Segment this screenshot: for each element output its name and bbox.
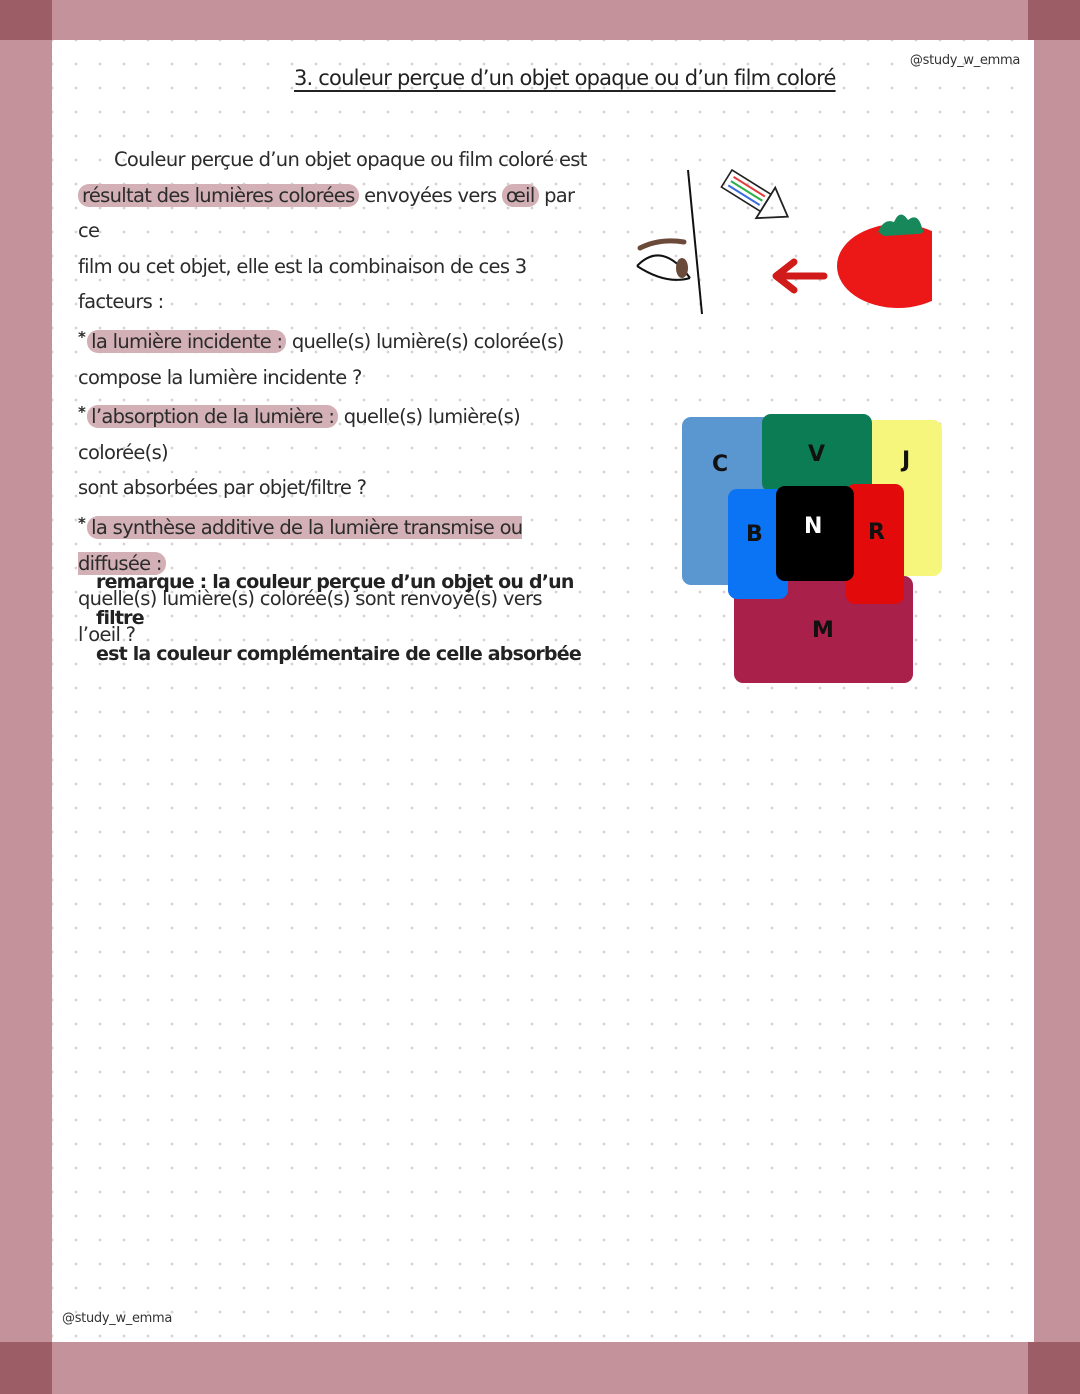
intro-line-2 [78,178,588,249]
factor-1-line-1 [78,320,588,360]
factor-2-term: l’absorption de la lumière : [87,405,338,428]
corner-bottom-right [1028,1342,1080,1394]
perception-illustration [632,150,932,330]
remark-line-1: remarque : la couleur perçue d’un objet ou d’un filtre [96,571,574,629]
left-arrow-icon [776,262,824,290]
factor-1-term: la lumière incidente : [87,330,286,353]
bullet-star: * [78,327,86,346]
intro-mid: envoyées vers [358,183,502,207]
swatch-letter-red: R [868,520,885,545]
corner-top-right [1028,0,1080,40]
factor-1-question: quelle(s) lumière(s) colorée(s) [286,329,564,353]
corner-top-left [0,0,52,40]
highlight-colored-lights: résultat des lumières colorées [78,184,359,207]
bullet-star: * [78,513,86,532]
author-handle-top: @study_w_emma [909,53,1020,68]
intro-line-1: Couleur perçue d’un objet opaque ou film coloré est [114,148,587,171]
author-handle-bottom: @study_w_emma [62,1311,173,1326]
eye-icon [637,170,702,314]
swatch-letter-black: N [804,514,823,539]
bullet-star: * [78,403,86,422]
factor-3-line-2: quelle(s) lumière(s) colorée(s) sont renvoyé(s) vers l’oeil ? [78,587,542,646]
swatch-letter-magenta: M [812,618,834,643]
factor-2-question: quelle(s) lumière(s) colorée(s) [78,405,521,464]
swatch-letter-cyan: C [712,452,729,477]
remark-box [96,564,616,672]
tomato-icon [837,214,932,308]
factor-1-line-2: compose la lumière incidente ? [78,365,362,389]
swatch-letter-blue: B [746,522,763,547]
swatch-letter-yellow: J [902,448,911,473]
intro-end: par ce [78,183,575,243]
intro-line-4: facteurs : [78,290,164,314]
light-beam-arrow-icon [717,163,797,232]
corner-bottom-left [0,1342,52,1394]
highlight-eye: œil [502,184,539,207]
intro-line-3: film ou cet objet, elle est la combinaison de ces 3 [78,254,527,278]
remark-line-2: est la couleur complémentaire de celle absorbée [96,643,581,665]
factor-2-line-1 [78,395,588,470]
swatch-letter-green: V [808,442,826,467]
note-page [52,40,1034,1342]
factor-3-term: la synthèse additive de la lumière transmise ou diffusée : [78,515,523,575]
factor-2-line-2: sont absorbées par objet/filtre ? [78,476,367,500]
page-title: 3. couleur perçue d’un objet opaque ou d’un film coloré [294,66,836,90]
